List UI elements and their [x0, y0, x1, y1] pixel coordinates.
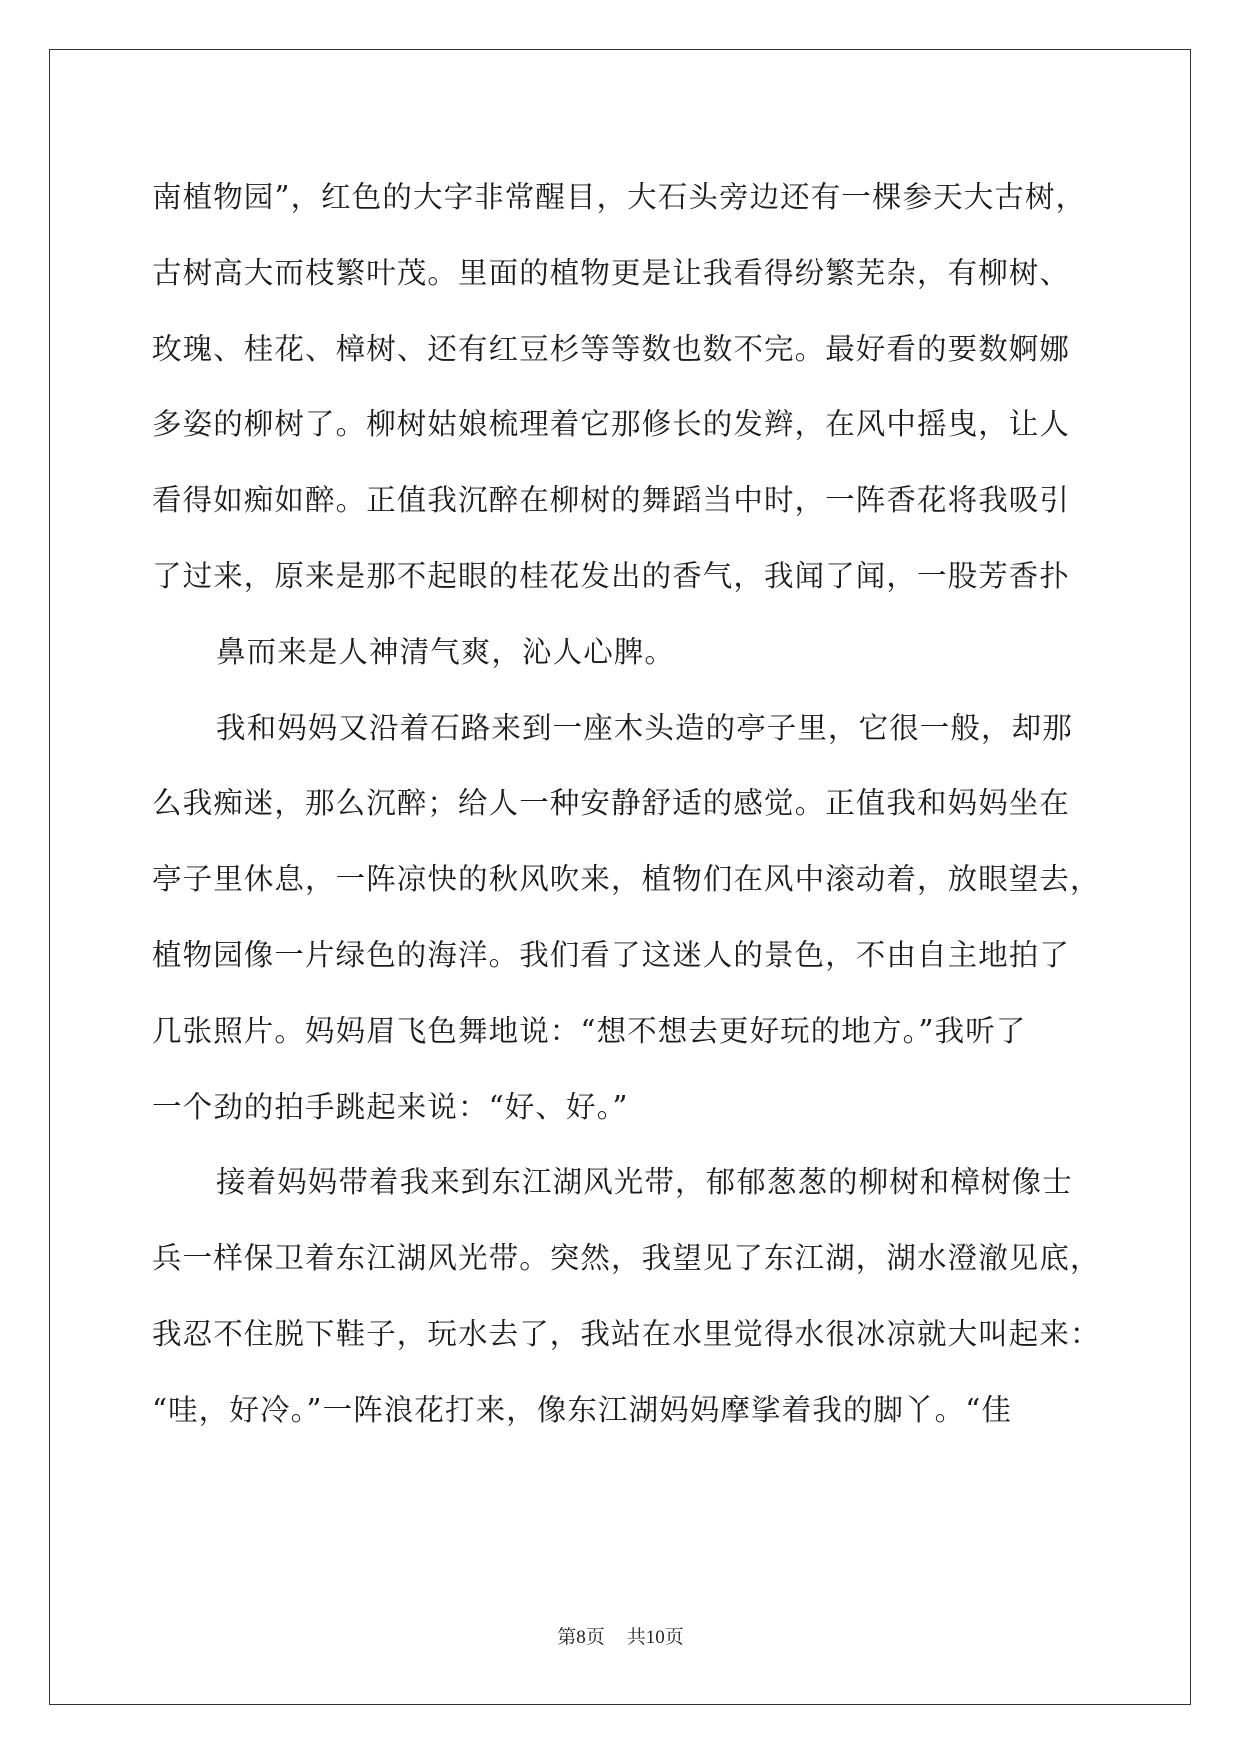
text-line: 了过来，原来是那不起眼的桂花发出的香气，我闻了闻，一股芳香扑 — [152, 558, 1071, 593]
text-line: 接着妈妈带着我来到东江湖风光带，郁郁葱葱的柳树和樟树像士 — [216, 1165, 1073, 1200]
text-line: 几张照片。妈妈眉飞色舞地说：“想不想去更好玩的地方。”我听了 — [152, 1013, 1027, 1048]
text-line: 么我痴迷，那么沉醉；给人一种安静舒适的感觉。正值我和妈妈坐在 — [152, 786, 1071, 821]
text-line: 亭子里休息，一阵凉快的秋风吹来，植物们在风中滚动着，放眼望去， — [152, 862, 1101, 897]
page-footer — [0, 1622, 1241, 1649]
text-line: 多姿的柳树了。柳树姑娘梳理着它那修长的发辫，在风中摇曳，让人 — [152, 407, 1071, 442]
page-total: 共10页 — [626, 1627, 684, 1648]
page-number: 第8页 — [557, 1627, 605, 1648]
text-line: 鼻而来是人神清气爽，沁人心脾。 — [216, 634, 676, 669]
text-line: 一个劲的拍手跳起来说：“好、好。” — [152, 1089, 629, 1124]
document-body — [152, 160, 1101, 1449]
text-line: 我和妈妈又沿着石路来到一座木头造的亭子里，它很一般，却那 — [216, 710, 1073, 745]
text-line: 古树高大而枝繁叶茂。里面的植物更是让我看得纷繁芜杂，有柳树、 — [152, 255, 1071, 290]
text-line: 南植物园”，红色的大字非常醒目，大石头旁边还有一棵参天大古树， — [152, 180, 1087, 214]
text-line: 看得如痴如醉。正值我沉醉在柳树的舞蹈当中时，一阵香花将我吸引 — [152, 483, 1071, 518]
text-line: 兵一样保卫着东江湖风光带。突然，我望见了东江湖，湖水澄澈见底， — [152, 1241, 1101, 1276]
text-line: 我忍不住脱下鞋子，玩水去了，我站在水里觉得水很冰凉就大叫起来： — [152, 1316, 1101, 1351]
text-line: 植物园像一片绿色的海洋。我们看了这迷人的景色，不由自主地拍了 — [152, 937, 1071, 972]
text-line: 玫瑰、桂花、樟树、还有红豆杉等等数也数不完。最好看的要数婀娜 — [152, 331, 1071, 366]
text-line: “哇，好冷。”一阵浪花打来，像东江湖妈妈摩挲着我的脚丫。“佳 — [152, 1392, 1012, 1427]
